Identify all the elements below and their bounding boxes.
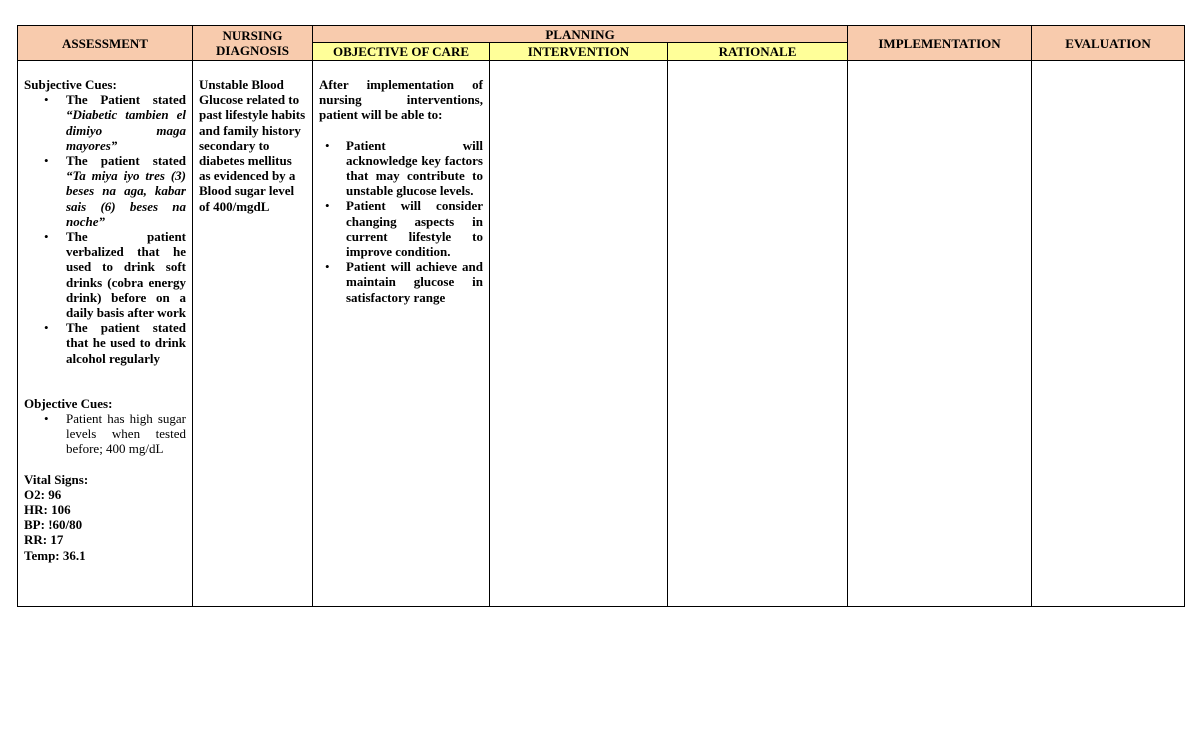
- assessment-cell: [18, 61, 193, 607]
- vital-sign-temp: Temp: 36.1: [24, 547, 86, 563]
- header-assessment: ASSESSMENT: [18, 26, 193, 61]
- evaluation-cell: [1032, 61, 1185, 607]
- objective-intro: After implementation of nursing interventions, patient will be able to:: [319, 77, 483, 123]
- objective-cues-list: [24, 411, 186, 457]
- subjective-cue: • The patient verbalized that he used to drink soft drinks (cobra energy drink) before on a daily basis after work: [44, 229, 187, 321]
- nursing-care-plan-table: [17, 25, 1185, 607]
- header-implementation: IMPLEMENTATION: [848, 26, 1032, 61]
- vital-sign-rr: RR: 17: [24, 532, 64, 548]
- vital-sign-o2: O2: 96: [24, 486, 62, 502]
- intervention-cell: [490, 61, 668, 607]
- subjective-cue: • The patient stated that he used to drink alcohol regularly: [44, 320, 186, 366]
- subjective-cues-title: Subjective Cues:: [24, 77, 117, 92]
- header-rationale: RATIONALE: [668, 43, 848, 61]
- header-intervention: INTERVENTION: [490, 43, 668, 61]
- objective-of-care-list: [319, 138, 483, 305]
- objective-item: • Patient will acknowledge key factors that may contribute to unstable glucose levels.: [325, 137, 483, 199]
- header-objective-of-care: OBJECTIVE OF CARE: [313, 43, 490, 61]
- header-nursing-diagnosis-line1: NURSING: [222, 28, 283, 43]
- vital-signs-title: Vital Signs:: [24, 471, 89, 487]
- subjective-cue: • The patient stated “Ta miya iyo tres (3) beses na aga, kabar sais (6) beses na noche”: [44, 153, 186, 229]
- header-planning: PLANNING: [313, 26, 848, 43]
- header-nursing-diagnosis-line2: DIAGNOSIS: [216, 43, 289, 58]
- objective-item: • Patient will consider changing aspects in current lifestyle to improve condition.: [325, 198, 483, 260]
- rationale-cell: [668, 61, 848, 607]
- objective-cues-title: Objective Cues:: [24, 395, 113, 411]
- vital-sign-hr: HR: 106: [24, 502, 71, 518]
- header-evaluation: EVALUATION: [1032, 26, 1185, 61]
- header-nursing-diagnosis: [193, 26, 313, 61]
- subjective-cue: • The Patient stated “Diabetic tambien el dimiyo maga mayores”: [44, 92, 186, 153]
- implementation-cell: [848, 61, 1032, 607]
- vital-sign-bp: BP: !60/80: [24, 517, 83, 533]
- subjective-cues-list: [24, 92, 186, 366]
- nursing-diagnosis-text: Unstable Blood Glucose related to past lifestyle habits and family history secondary to diabetes mellitus as evidenced by a Blood sugar level of 400/mgdL: [199, 77, 306, 214]
- nursing-diagnosis-cell: [193, 61, 313, 607]
- objective-of-care-cell: [313, 61, 490, 607]
- objective-cue: • Patient has high sugar levels when tested before; 400 mg/dL: [44, 411, 186, 457]
- objective-item: • Patient will achieve and maintain glucose in satisfactory range: [325, 259, 483, 305]
